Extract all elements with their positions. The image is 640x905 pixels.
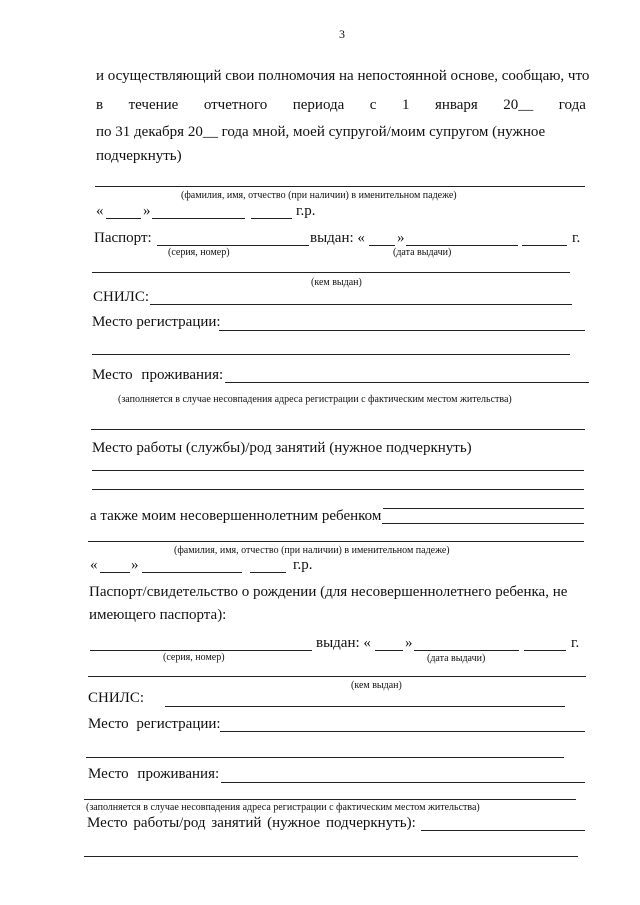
spouse-snils-label: СНИЛС:	[93, 289, 150, 305]
intro-line-3: по 31 декабря 20__ года мной, моей супругой/моим супругом (нужное	[96, 124, 546, 140]
spouse-issue-date-caption: (дата выдачи)	[393, 247, 452, 258]
child-birth-year-field[interactable]	[250, 572, 286, 573]
spouse-issued-close: »	[397, 230, 405, 246]
child-residence-field[interactable]	[221, 782, 585, 783]
spouse-issued-by-caption: (кем выдан)	[311, 277, 362, 288]
child-birth-close: »	[131, 557, 139, 573]
child-issued-by-line[interactable]	[88, 676, 586, 677]
child-residence-label: Место проживания:	[88, 766, 220, 782]
spouse-fio-line[interactable]	[95, 186, 585, 187]
child-issue-month-field[interactable]	[414, 650, 519, 651]
spouse-birth-day-field[interactable]	[106, 218, 141, 219]
spouse-issue-day-field[interactable]	[369, 245, 395, 246]
child-birth-suffix: г.р.	[293, 557, 313, 573]
child-issue-date-caption: (дата выдачи)	[427, 653, 486, 664]
spouse-issued-by-line[interactable]	[92, 272, 570, 273]
child-registration-field[interactable]	[220, 731, 585, 732]
child-registration-field-2[interactable]	[86, 757, 564, 758]
spouse-fio-caption: (фамилия, имя, отчество (при наличии) в именительном падеже)	[181, 190, 457, 201]
spouse-series-caption: (серия, номер)	[168, 247, 230, 258]
spouse-residence-field[interactable]	[225, 382, 589, 383]
spouse-registration-field-2[interactable]	[92, 354, 570, 355]
child-fio-line[interactable]	[88, 541, 584, 542]
child-intro-label: а также моим несовершеннолетним ребенком	[90, 508, 382, 524]
spouse-residence-caption: (заполняется в случае несовпадения адреса регистрации с фактическим местом жительства)	[118, 394, 512, 405]
page-number: 3	[339, 27, 345, 41]
child-issue-year-field[interactable]	[524, 650, 566, 651]
child-registration-label: Место регистрации:	[88, 716, 221, 732]
spouse-issue-month-field[interactable]	[406, 245, 518, 246]
child-fio-caption: (фамилия, имя, отчество (при наличии) в именительном падеже)	[174, 545, 450, 556]
spouse-issue-year-field[interactable]	[522, 245, 567, 246]
child-work-label: Место работы/род занятий (нужное подчеркнуть):	[87, 815, 416, 831]
child-issued-label: выдан: «	[316, 635, 371, 651]
child-fio-field[interactable]	[382, 523, 584, 524]
child-doc-line-2: имеющего паспорта):	[89, 607, 227, 623]
intro-line-1: и осуществляющий свои полномочия на непостоянной основе, сообщаю, что	[96, 68, 590, 84]
spouse-residence-field-2[interactable]	[91, 429, 585, 430]
spouse-birth-close: »	[143, 203, 151, 219]
child-issued-close: »	[405, 635, 413, 651]
child-doc-line-1: Паспорт/свидетельство о рождении (для несовершеннолетнего ребенка, не	[89, 584, 568, 600]
spouse-issue-year-suffix: г.	[572, 230, 581, 246]
child-birth-day-field[interactable]	[100, 572, 130, 573]
intro-line-4: подчеркнуть)	[96, 148, 182, 164]
child-issued-by-caption: (кем выдан)	[351, 680, 402, 691]
spouse-work-field-1[interactable]	[92, 470, 584, 471]
spouse-passport-number-field[interactable]	[157, 245, 309, 246]
spouse-work-field-2[interactable]	[92, 489, 584, 490]
child-passport-number-field[interactable]	[90, 650, 312, 651]
spouse-snils-field[interactable]	[150, 304, 572, 305]
spouse-work-label: Место работы (службы)/род занятий (нужное подчеркнуть)	[92, 440, 472, 456]
child-issue-day-field[interactable]	[375, 650, 403, 651]
child-issue-year-suffix: г.	[571, 635, 580, 651]
child-birth-open: «	[90, 557, 98, 573]
intro-line-2: в течение отчетного периода с 1 января 20__ года	[96, 97, 586, 113]
spouse-birth-open: «	[96, 203, 104, 219]
child-work-field-2[interactable]	[84, 856, 578, 857]
spouse-registration-label: Место регистрации:	[92, 314, 221, 330]
child-work-field[interactable]	[421, 830, 585, 831]
spouse-birth-year-field[interactable]	[251, 218, 292, 219]
child-birth-month-field[interactable]	[142, 572, 242, 573]
spouse-issued-label: выдан: «	[310, 230, 365, 246]
spouse-birth-suffix: г.р.	[296, 203, 316, 219]
spouse-registration-field[interactable]	[219, 330, 585, 331]
spouse-passport-label: Паспорт:	[94, 230, 152, 246]
spouse-residence-label: Место проживания:	[92, 367, 224, 383]
spouse-birth-month-field[interactable]	[152, 218, 245, 219]
child-snils-field[interactable]	[165, 706, 565, 707]
child-series-caption: (серия, номер)	[163, 652, 225, 663]
child-snils-label: СНИЛС:	[88, 690, 145, 706]
child-residence-caption: (заполняется в случае несовпадения адреса регистрации с фактическим местом жительства)	[86, 802, 480, 813]
child-residence-field-2[interactable]	[84, 799, 576, 800]
